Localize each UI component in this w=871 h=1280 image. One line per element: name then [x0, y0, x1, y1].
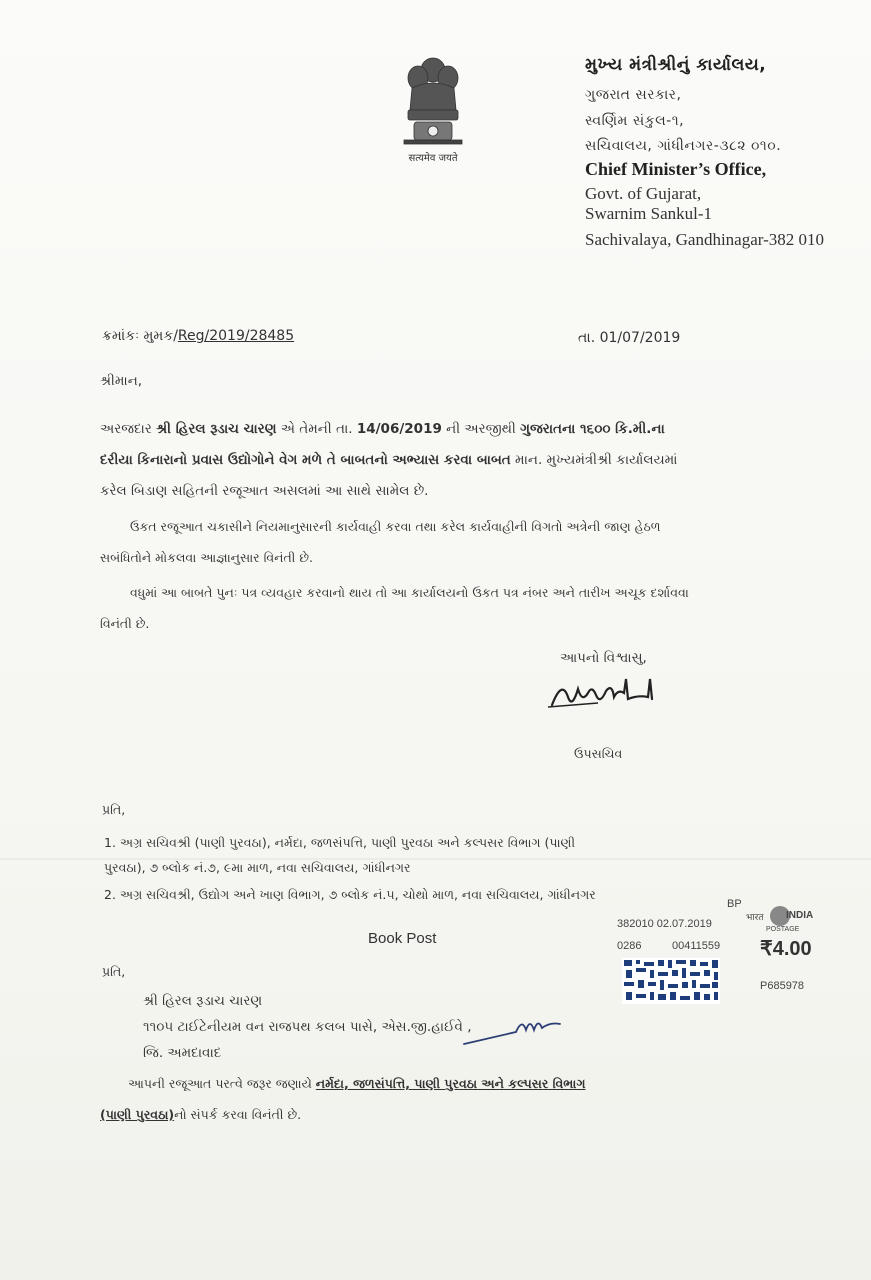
national-emblem-icon [398, 48, 468, 148]
subject: દરીયા કિનારાનો પ્રવાસ ઉદ્યોગોને વેગ મળે તે બાબતનો અભ્યાસ કરવા બાબત [100, 452, 511, 468]
reference-prefix: ક્રમાંકઃ મુમક/ [102, 328, 178, 344]
reference-code: Reg/2019/28485 [177, 328, 295, 344]
salutation: શ્રીમાન, [100, 373, 143, 389]
recipient-list [104, 827, 744, 910]
postal-code: P685978 [760, 980, 805, 992]
emblem-motto: सत्यमेव जयते [408, 153, 458, 164]
sankul-english: Swarnim Sankul-1 [585, 204, 713, 223]
sachivalaya-gujarati: સચિવાલય, ગાંધીનગર-૩૮૨ ૦૧૦. [585, 138, 782, 154]
signature [548, 675, 668, 715]
postal-bp: BP [727, 898, 742, 910]
govt-gujarati: ગુજરાત સરકાર, [585, 87, 682, 103]
note-department: નર્મદા, જળસંપત્તિ, પાણી પુરવઠા અને કલ્પસર વિભાગ [315, 1076, 586, 1091]
postal-barcode-icon [622, 958, 720, 1004]
paragraph-1 [100, 414, 750, 507]
p1-text-a: અરજદાર [100, 421, 157, 437]
note-text-a: આપની રજૂઆત પરત્વે જરૂર જણાયે [128, 1076, 316, 1091]
recipient-1-line-1: 1. અગ્ર સચિવશ્રી (પાણી પુરવઠા), નર્મદા, જળસંપત્તિ, પાણી પુરવઠા અને કલ્પસર વિભાગ (પાણી [104, 835, 576, 850]
letter-date: તા. 01/07/2019 [578, 330, 681, 346]
office-name-english: Chief Minister’s Office, [585, 159, 767, 179]
recipient-2: 2. અગ્ર સચિવશ્રી, ઉદ્યોગ અને ખાણ વિભાગ, ૭ બ્લોક નં.૫, ચોથો માળ, નવા સચિવાલય, ગાંધીનગર [104, 887, 596, 902]
postage-amount: ₹4.00 [760, 938, 812, 960]
postal-line-1: 382010 02.07.2019 [617, 918, 712, 930]
handwritten-initials [460, 1008, 580, 1048]
sankul-gujarati: સ્વર્ણિમ સંકુલ-૧, [585, 113, 685, 129]
copy-to-label: પ્રતિ, [102, 802, 126, 817]
addressee-label: પ્રતિ, [102, 964, 126, 979]
note-department-2: (પાણી પુરવઠા) [100, 1107, 175, 1122]
closing: આપનો વિશ્વાસુ, [560, 650, 647, 666]
paragraph-3 [100, 577, 760, 639]
designation: ઉપસચિવ [574, 746, 623, 761]
book-post-label: Book Post [368, 930, 437, 947]
postage-label: POSTAGE [766, 926, 800, 933]
p1-line-3: કરેલ બિડાણ સહિતની રજૂઆત અસલમાં આ સાથે સામેલ છે. [100, 483, 429, 499]
application-date: 14/06/2019 [356, 421, 442, 437]
postal-line-2b: 00411559 [672, 940, 721, 952]
india-label: INDIA [786, 910, 814, 921]
p1-text-b: એ તેમની તા. [276, 421, 357, 437]
addressee-city: જિ. અમદાવાદ [143, 1045, 222, 1061]
sachivalaya-english: Sachivalaya, Gandhinagar-382 010 [585, 230, 824, 249]
p2-line-2: સબંધિતોને મોકલવા આજ્ઞાનુસાર વિનંતી છે. [100, 550, 313, 565]
office-name-gujarati: મુખ્ય મંત્રીશ્રીનું કાર્યાલય, [585, 55, 767, 75]
note-text-b: નો સંપર્ક કરવા વિનંતી છે. [174, 1107, 302, 1122]
p3-line-1: વધુમાં આ બાબતે પુનઃ પત્ર વ્યવહાર કરવાનો થાય તો આ કાર્યાલયનો ઉકત પત્ર નંબર અને તારીખ અચૂક દર્શાવવા [130, 585, 689, 600]
postal-line-2a: 0286 [617, 940, 642, 952]
paragraph-2 [100, 511, 760, 573]
addressee-address: ૧૧૦૫ ટાઈટેનીયમ વન રાજપથ કલબ પાસે, એસ.જી.હાઈવે , [143, 1019, 472, 1035]
bharat-label: भारत [746, 912, 764, 922]
postage-indicia [746, 904, 836, 964]
addressee-note [100, 1068, 760, 1130]
applicant-name: શ્રી હિરલ રૂડાચ ચારણ [156, 421, 277, 437]
p2-line-1: ઉકત રજૂઆત ચકાસીને નિયમાનુસારની કાર્યવાહી કરવા તથા કરેલ કાર્યવાહીની વિગતો અત્રેની જાણ હેઠળ [130, 519, 661, 534]
p3-line-2: વિનંતી છે. [100, 616, 150, 631]
p1-text-e: માન. મુખ્યમંત્રીશ્રી કાર્યાલયમાં [510, 452, 678, 468]
p1-text-c: ની અરજીથી [441, 421, 521, 437]
recipient-1-line-2: પુરવઠા), ૭ બ્લોક નં.૭, ૯મા માળ, નવા સચિવાલય, ગાંધીનગર [104, 860, 411, 875]
addressee-name: શ્રી હિરલ રૂડાચ ચારણ [143, 993, 263, 1009]
reference-number [102, 328, 294, 344]
govt-english: Govt. of Gujarat, [585, 184, 702, 203]
p1-text-d: ગુજરાતના ૧૬૦૦ કિ.મી.ના [520, 421, 665, 437]
